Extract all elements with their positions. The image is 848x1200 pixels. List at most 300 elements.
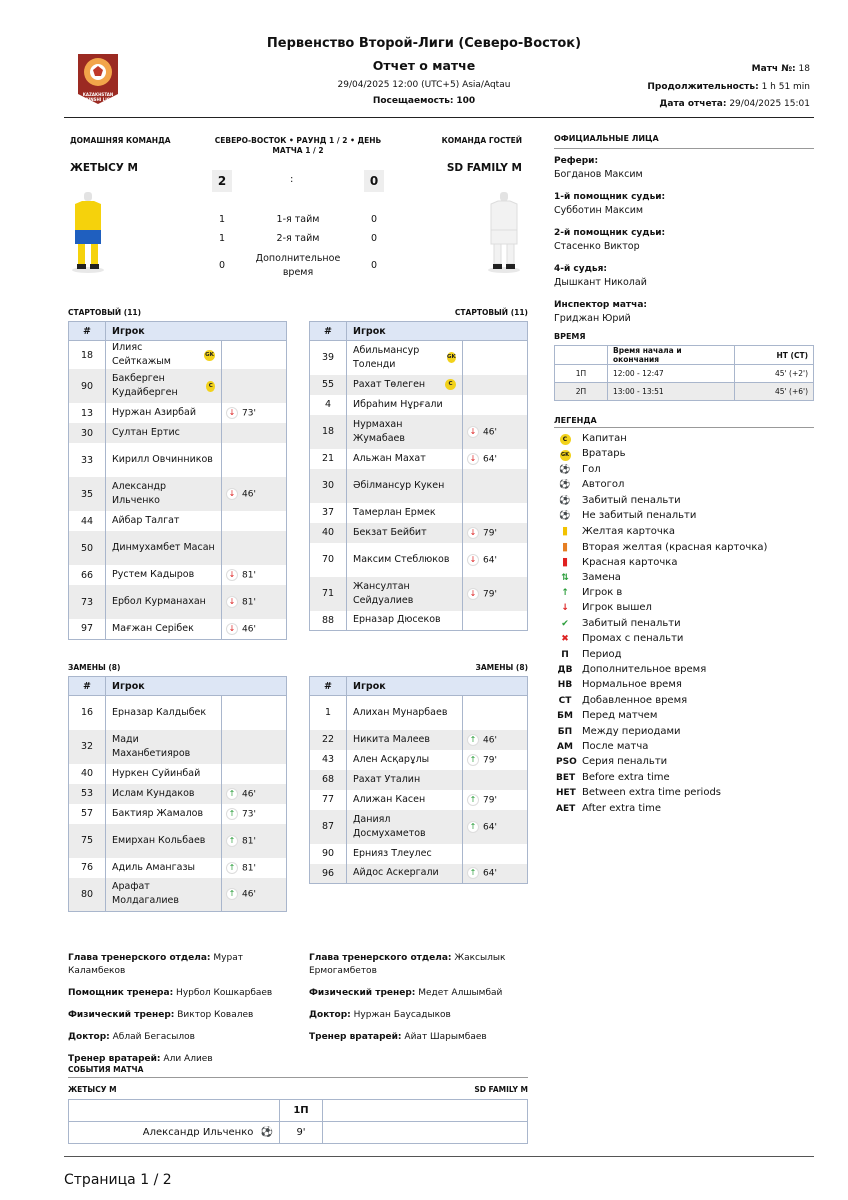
legend-abbr: ДВ [557,665,573,675]
staff-entry [309,987,529,1000]
player-cell [347,341,463,375]
goalkeeper-icon: GK [447,352,456,363]
player-cell [347,810,463,844]
player-number: 40 [310,523,347,543]
event-cell [463,611,528,631]
official-name: Гриджан Юрий [554,313,631,324]
player-number: 30 [310,469,347,503]
player-in-icon: ↑ [226,808,238,820]
player-name: Ален Асқарұлы [353,753,430,765]
staff-role: Помощник тренера: [68,988,174,998]
captain-icon: C [206,381,215,392]
legend-label: Забитый пенальти [582,617,681,629]
legend-item [556,739,648,754]
penalty-scored-icon: ⚽ [559,495,571,506]
player-number: 66 [69,565,106,585]
home-score: 2 [212,170,232,192]
legend-label: Замена [582,571,621,583]
player-number: 39 [310,341,347,375]
legend-item [556,539,767,554]
player-cell [106,403,222,423]
player-cell [106,341,222,370]
player-name: Ербол Курманахан [112,596,206,607]
player-out-icon: ↓ [226,623,238,635]
table-row [310,790,528,810]
event-cell [463,730,528,750]
player-name: Арафат Молдагалиев [112,881,179,907]
player-name: Даниял Досмухаметов [353,813,426,839]
table-row [69,443,287,477]
legend-abbr: BET [556,772,576,783]
player-cell [106,764,222,784]
player-in-icon: ↑ [226,835,238,847]
event-cell [222,696,287,730]
legend-label: After extra time [582,802,662,814]
player-number: 77 [310,790,347,810]
player-name: Адиль Амангазы [112,861,195,873]
event-cell [222,585,287,619]
legend-item [556,570,621,585]
staff-entry [68,1009,298,1022]
time-ht: 45' (+6') [735,383,814,401]
col-player: Игрок [347,322,528,341]
staff-role: Глава тренерского отдела: [309,953,452,963]
table-row [310,730,528,750]
player-number: 43 [310,750,347,770]
player-number: 90 [310,844,347,864]
table-row [310,611,528,631]
player-cell [106,619,222,639]
event-cell [463,577,528,611]
table-row [310,696,528,730]
event-cell [222,565,287,585]
staff-name: Нурбол Кошкарбаев [176,988,273,998]
divider [64,117,814,118]
player-cell [347,503,463,523]
goal-icon: ⚽ [559,464,571,475]
home-subs-table [68,676,287,912]
player-cell [106,696,222,730]
event-cell [463,503,528,523]
sub-minute: 46' [242,624,256,635]
staff-role: Тренер вратарей: [68,1054,161,1064]
sub-minute: 46' [483,427,497,437]
event-cell [222,784,287,804]
period-away-score: 0 [370,233,378,244]
sub-minute: 79' [483,755,497,765]
table-row [69,878,287,912]
player-name: Абильмансур Толенди [353,344,420,370]
official-name: Дышкант Николай [554,277,647,288]
legend-label: Серия пенальти [582,756,668,768]
player-in-icon: ↑ [467,734,479,746]
legend-item [556,647,622,662]
player-name: Султан Ертис [112,427,180,438]
event-cell [222,619,287,639]
away-subs-label: ЗАМЕНЫ (8) [475,663,528,672]
player-out-icon: ↓ [467,554,479,566]
player-cell [347,696,463,730]
player-cell [106,784,222,804]
player-number: 68 [310,770,347,790]
player-number: 40 [69,764,106,784]
event-cell [463,375,528,395]
red-card-icon: ▮ [561,555,569,569]
player-name: Алижан Касен [353,793,426,805]
sub-minute: 64' [483,868,497,879]
time-range: 13:00 - 13:51 [608,383,735,401]
official-name: Субботин Максим [554,205,644,216]
player-cell [347,611,463,631]
home-subs-label: ЗАМЕНЫ (8) [68,663,121,672]
table-row [69,585,287,619]
table-row [310,523,528,543]
event-cell [222,730,287,764]
player-name: Алихан Мунарбаев [353,706,448,718]
sub-minute: 73' [242,809,256,819]
divider [554,427,814,428]
events-heading: СОБЫТИЯ МАТЧА [68,1065,144,1074]
table-row [310,864,528,884]
player-number: 57 [69,804,106,824]
legend-label: Before extra time [582,771,670,783]
logo-text: EKINSHI LIGA [82,97,114,102]
legend-label: Автогол [582,479,625,491]
sub-minute: 46' [483,735,497,745]
player-number: 22 [310,730,347,750]
player-name: Ислам Кундаков [112,787,195,799]
period-home-score: 0 [218,260,226,271]
player-out-icon: ↓ [226,569,238,581]
legend-item [556,770,670,785]
legend-heading: ЛЕГЕНДА [554,416,597,425]
player-number: 44 [69,511,106,531]
table-row [69,531,287,565]
period-away-score: 0 [370,214,378,225]
legend-item [556,708,657,723]
officials-heading: ОФИЦИАЛЬНЫЕ ЛИЦА [554,134,659,143]
staff-role: Физический тренер: [309,988,416,998]
player-name: Ибраһим Нұрғали [353,398,443,410]
event-minute: 9' [280,1122,323,1144]
table-row [310,750,528,770]
event-cell [463,790,528,810]
table-row [69,730,287,764]
player-cell [106,369,222,403]
sub-minute: 64' [483,822,497,832]
official-entry [554,156,814,180]
events-away-label: SD FAMILY M [474,1085,528,1094]
player-cell [347,730,463,750]
legend-item [556,662,706,677]
staff-name: Виктор Ковалев [177,1010,254,1020]
match-number: Матч №: 18 [751,64,810,74]
player-number: 37 [310,503,347,523]
legend-item [556,462,601,477]
player-cell [106,531,222,565]
legend-label: После матча [582,741,649,752]
player-name: Мади Маханбетияров [112,733,191,759]
table-row [69,824,287,858]
player-in-icon: ↑ [467,754,479,766]
logo-text: KAZAKHSTAN [82,92,114,97]
legend-item [556,477,624,492]
match-duration: Продолжительность: 1 h 51 min [647,82,810,92]
player-name: Тамерлан Ермек [353,506,436,518]
captain-icon: C [556,432,574,447]
events-home-label: ЖЕТЫСУ М [68,1085,117,1094]
player-name: Нурмахан Жумабаев [353,418,405,444]
player-cell [347,523,463,543]
player-cell [347,864,463,884]
legend-abbr: БМ [557,711,573,722]
table-row [69,423,287,443]
official-name: Богданов Максим [554,169,643,180]
player-in-icon: ↑ [226,788,238,800]
legend-label: Игрок вышел [582,602,652,614]
player-cell [347,844,463,864]
legend-label: Промах с пенальти [582,633,684,645]
event-cell [222,477,287,511]
player-name: Бакберген Кудайберген [112,373,178,398]
event-cell [463,523,528,543]
home-team-name: ЖЕТЫСУ М [70,162,138,174]
penalty-scored-check-icon: ✔ [561,618,569,629]
official-name: Стасенко Виктор [554,241,640,252]
event-cell [463,696,528,730]
player-number: 71 [310,577,347,611]
official-entry [554,264,814,288]
report-title: Первенство Второй-Лиги (Северо-Восток) [266,36,582,51]
table-row [310,844,528,864]
event-cell [222,443,287,477]
table-row [69,565,287,585]
table-row [69,696,287,730]
events-table [68,1099,528,1144]
event-home-cell [69,1122,280,1144]
staff-name: Мурат Каламбеков [68,953,243,976]
event-cell [222,858,287,878]
event-cell [222,878,287,912]
player-cell [106,443,222,477]
legend-item [556,785,721,800]
player-cell [106,565,222,585]
legend-label: Желтая карточка [582,526,675,538]
player-number: 97 [69,619,106,639]
period-label: Дополнительное время [255,253,341,278]
table-row [310,770,528,790]
sub-minute: 64' [483,555,497,565]
player-number: 21 [310,449,347,469]
period-away-score: 0 [370,260,378,271]
col-player: Игрок [347,677,528,696]
substitution-icon: ⇅ [561,572,569,583]
player-number: 16 [69,696,106,730]
player-name: Кирилл Овчинников [112,454,213,465]
event-cell [463,844,528,864]
divider [64,1156,814,1157]
home-caption: ДОМАШНЯЯ КОМАНДА [70,136,171,145]
player-number: 35 [69,477,106,511]
player-cell [347,543,463,577]
period-home-score: 1 [218,214,226,225]
staff-name: Жаксылык Ермогамбетов [309,953,506,976]
player-number: 18 [69,341,106,370]
table-row [69,858,287,878]
legend-item [556,724,681,739]
player-cell [347,790,463,810]
legend-abbr: СТ [558,695,572,706]
player-name: Ернияз Тлеулес [353,847,432,859]
official-entry [554,300,814,324]
player-cell [347,469,463,503]
staff-name: Медет Алшымбай [418,988,503,998]
event-cell [222,403,287,423]
table-row [69,804,287,824]
player-cell [347,750,463,770]
col-player: Игрок [106,322,287,341]
divider [554,148,814,149]
staff-role: Глава тренерского отдела: [68,953,211,963]
player-name: Жансултан Сейдуалиев [353,580,414,606]
round-caption: СЕВЕРО-ВОСТОК • РАУНД 1 / 2 • ДЕНЬ МАТЧА 1 / 2 [214,136,382,155]
time-col-period [555,346,608,365]
staff-entry [309,1031,529,1044]
goalkeeper-icon: GK [204,350,215,361]
player-name: Мағжан Серібек [112,622,194,634]
table-row [69,341,287,370]
player-name: Динмухамбет Масан [112,542,215,553]
sub-minute: 81' [242,570,256,581]
player-out-icon: ↓ [467,426,479,438]
away-caption: КОМАНДА ГОСТЕЙ [441,136,522,145]
staff-name: Нуржан Баусадыков [353,1010,451,1020]
event-cell [463,469,528,503]
player-number: 50 [69,531,106,565]
player-cell [347,415,463,449]
table-row [69,403,287,423]
event-cell [222,804,287,824]
player-cell [106,511,222,531]
player-number: 18 [310,415,347,449]
legend-item [556,585,622,600]
second-yellow-icon: ▮ [561,539,569,553]
away-score: 0 [364,170,384,192]
event-cell [463,810,528,844]
legend-item [556,801,661,816]
legend-abbr: АМ [557,742,573,752]
player-name: Емирхан Кольбаев [112,834,206,846]
player-number: 4 [310,395,347,415]
yellow-card-icon: ▮ [561,524,569,538]
legend-label: Капитан [582,433,627,444]
player-in-icon: ↑ [561,588,569,598]
legend-abbr: НВ [557,680,573,691]
officials-list [554,156,814,336]
player-out-icon: ↓ [561,603,569,614]
player-out-icon: ↓ [467,453,479,465]
sub-minute: 79' [483,795,497,805]
player-name: Александр Ильченко [112,481,167,506]
legend-label: Забитый пенальти [582,494,681,506]
player-cell [347,395,463,415]
player-cell [106,423,222,443]
event-cell [222,423,287,443]
staff-role: Физический тренер: [68,1010,175,1020]
away-team-name: SD FAMILY M [446,162,522,174]
legend-label: Не забитый пенальти [582,510,697,521]
player-number: 32 [69,730,106,764]
home-kit-icon [70,192,106,278]
player-name: Айдос Аскергали [353,867,439,879]
player-name: Илияс Сейткажым [112,342,171,367]
legend-item [556,431,627,446]
legend-item [556,493,681,508]
legend-label: Красная карточка [582,557,678,569]
legend-item [556,754,667,769]
event-cell [222,511,287,531]
penalty-miss-cross-icon: ✖ [561,634,569,645]
player-number: 13 [69,403,106,423]
time-range: 12:00 - 12:47 [608,365,735,383]
event-cell [463,415,528,449]
player-number: 96 [310,864,347,884]
player-name: Бекзат Бейбит [353,526,427,538]
player-out-icon: ↓ [467,527,479,539]
player-in-icon: ↑ [467,867,479,879]
attendance: Посещаемость: 100 [372,96,476,106]
table-row [310,395,528,415]
staff-entry [68,952,298,978]
penalty-missed-icon: ⚽ [559,511,571,521]
legend-item [556,693,687,708]
report-subtitle: Отчет о матче [372,58,476,73]
sub-minute: 79' [483,528,497,538]
col-number: # [69,677,106,696]
staff-entry [309,952,529,978]
event-cell [463,864,528,884]
sub-minute: 46' [242,889,256,900]
sub-minute: 81' [242,863,256,873]
events-period: 1П [280,1100,323,1122]
period-home-score: 1 [218,233,226,244]
legend-item [556,600,652,615]
event-cell [463,395,528,415]
official-role: 1-й помощник судьи: [554,192,666,202]
player-name: Никита Малеев [353,733,430,745]
table-row [69,784,287,804]
away-staff [309,952,529,1053]
legend-label: Между периодами [582,725,681,737]
official-role: 4-й судья: [554,264,607,274]
player-cell [347,770,463,790]
legend-abbr: БП [557,726,573,737]
staff-role: Тренер вратарей: [309,1032,402,1042]
time-col-ht: HT (CT) [735,346,814,365]
player-number: 88 [310,611,347,631]
player-cell [106,824,222,858]
player-cell [106,878,222,912]
legend-item [556,446,626,461]
home-start-label: СТАРТОВЫЙ (11) [68,308,142,317]
home-staff [68,952,298,1075]
player-number: 76 [69,858,106,878]
table-row [310,375,528,395]
event-cell [222,341,287,370]
period-label: 2-я тайм [276,233,320,244]
legend-item [556,616,681,631]
table-row [69,369,287,403]
